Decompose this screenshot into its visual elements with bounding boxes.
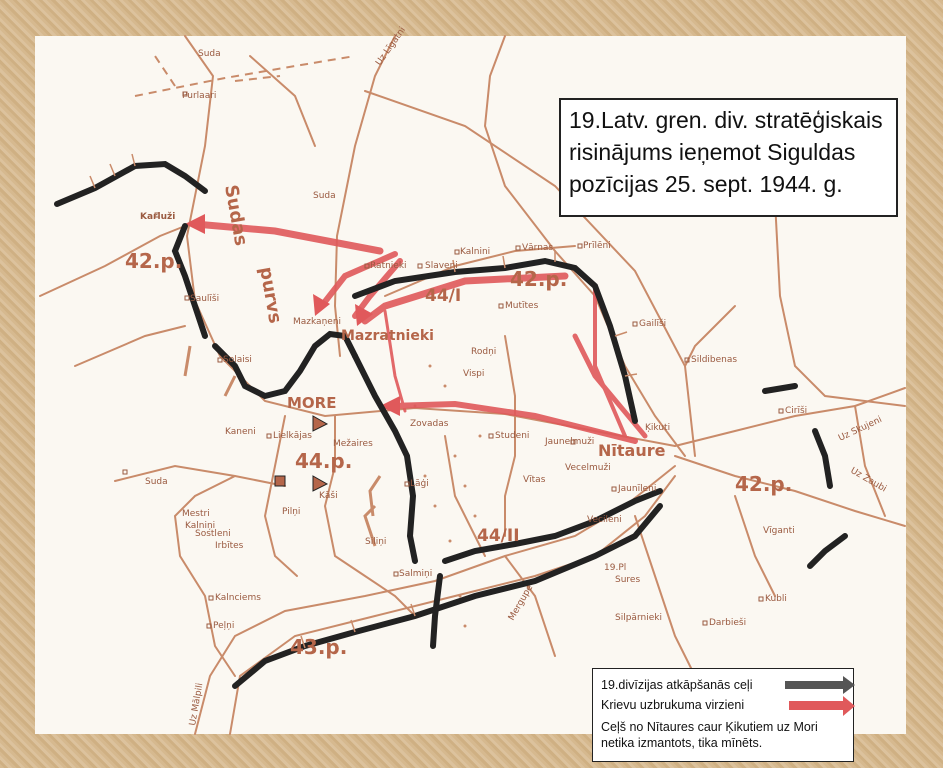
title-line-3: pozīcijas 25. sept. 1944. g. <box>569 171 843 197</box>
unit-label-42-west: 42.p. <box>125 249 183 273</box>
unit-label-42-east: 42.p. <box>735 472 793 496</box>
legend-note-line-2: netika izmantots, tika mīnēts. <box>601 736 763 750</box>
place-slaveni: Slaveni <box>425 261 458 271</box>
place-ratnieki: Ratnieki <box>370 261 407 271</box>
place-viganti: Vīganti <box>763 526 795 536</box>
place-kalnini-w: Kalniņi <box>185 521 216 531</box>
place-silparnieki: Silpārnieki <box>615 613 662 623</box>
label-nitaure: Nītaure <box>598 441 666 460</box>
label-more: MORE <box>287 394 337 412</box>
place-kalnini: Kalnini <box>460 247 491 257</box>
label-purvs: purvs <box>255 265 286 326</box>
place-prieleni: Prīlēni <box>583 241 611 251</box>
place-kalnciems: Kalnciems <box>215 593 261 603</box>
place-mazkaneni: Mazkaņeni <box>293 317 342 327</box>
place-sildibenas: Sildibenas <box>691 355 738 365</box>
unit-label-44-1: 44/I <box>425 286 462 306</box>
legend-note <box>601 719 845 751</box>
place-gailisi: Gailīši <box>639 319 667 329</box>
unit-label-44-2: 44/II <box>477 526 520 546</box>
place-kasi: Kāši <box>319 491 338 501</box>
place-pilni: Pilņi <box>282 507 301 517</box>
place-19pl: 19.Pl <box>604 563 627 573</box>
place-zovadas: Zovadas <box>410 419 449 429</box>
place-lagi: Lāģi <box>410 479 429 489</box>
gray-arrow-icon <box>785 681 845 689</box>
title-line-1: 19.Latv. gren. div. stratēģiskais <box>569 107 883 133</box>
label-mazratnieki: Mazratnieki <box>341 328 434 344</box>
place-uz-skujeni: Uz Skujeni <box>837 414 884 444</box>
place-irbites: Irbītes <box>215 541 244 551</box>
place-lielkajas: Lielkājas <box>273 431 312 441</box>
place-sostleni: Sostleni <box>195 529 231 539</box>
place-kikuti: Ķikuti <box>645 423 671 433</box>
place-rodni: Rodņi <box>471 347 497 357</box>
legend-row-retreat <box>601 675 845 695</box>
place-karluzi: Karluži <box>140 212 176 222</box>
legend-note-line-1: Ceļš no Nītaures caur Ķikutiem uz Mori <box>601 720 818 734</box>
place-salmini: Salmiņi <box>399 569 433 579</box>
legend-attack-label: Krievu uzbrukuma virzieni <box>601 698 745 712</box>
place-uz-malpili: Uz Mālpili <box>188 682 206 727</box>
legend-row-attack <box>601 695 845 715</box>
front-lines <box>57 164 845 686</box>
place-solaisi: Solaisi <box>223 355 252 365</box>
place-pelni: Peļņi <box>213 621 235 631</box>
place-vispi: Vispi <box>463 369 485 379</box>
unit-label-42-north: 42.p. <box>510 267 568 291</box>
place-purlaari: Purlaari <box>182 91 217 101</box>
dashed-roads <box>135 56 355 96</box>
place-kubli: Kubli <box>765 594 787 604</box>
place-vecileni: Vecileni <box>587 515 622 525</box>
place-studeni: Studeni <box>495 431 530 441</box>
place-mestri: Mestri <box>182 509 210 519</box>
legend-retreat-label: 19.divīzijas atkāpšanās ceļi <box>601 678 753 692</box>
place-vecelmuzi: Vecelmuži <box>565 463 611 473</box>
place-cirisi: Cirīši <box>785 406 808 416</box>
place-jaunelmuzi: Jaunelmuži <box>545 437 595 447</box>
red-arrow-icon <box>789 701 845 710</box>
place-darbiesi: Darbieši <box>709 618 747 628</box>
place-varnas: Vārnas <box>522 243 554 253</box>
place-vitas: Vītas <box>523 475 546 485</box>
place-suda-west: Suda <box>145 477 168 487</box>
place-kaneni: Kaneni <box>225 427 256 437</box>
place-mergupe: Mergupe <box>506 583 536 623</box>
label-sudas: Sudas <box>220 183 252 248</box>
place-suda-mid: Suda <box>313 191 336 201</box>
map-legend <box>592 668 854 762</box>
unit-label-43: 43.p. <box>290 635 348 659</box>
unit-labels <box>125 183 792 659</box>
unit-label-44: 44.p. <box>295 449 353 473</box>
place-silini: Siliņi <box>365 537 387 547</box>
place-sures: Sures <box>615 575 641 585</box>
map-title-box <box>559 98 898 217</box>
place-jaunileni: Jaunīleni <box>618 484 657 494</box>
place-mezaires: Mežaires <box>333 439 373 449</box>
map-sheet <box>35 25 906 750</box>
title-line-2: risinājums ieņemot Siguldas <box>569 139 856 165</box>
place-suda-top: Suda <box>198 49 221 59</box>
place-uz-ligatni: Uz Līgatni <box>374 25 409 68</box>
place-sauliesi: Saulīši <box>190 294 220 304</box>
place-mutites: Mutītes <box>505 301 539 311</box>
place-uz-zaubi: Uz Zaubi <box>848 465 888 495</box>
